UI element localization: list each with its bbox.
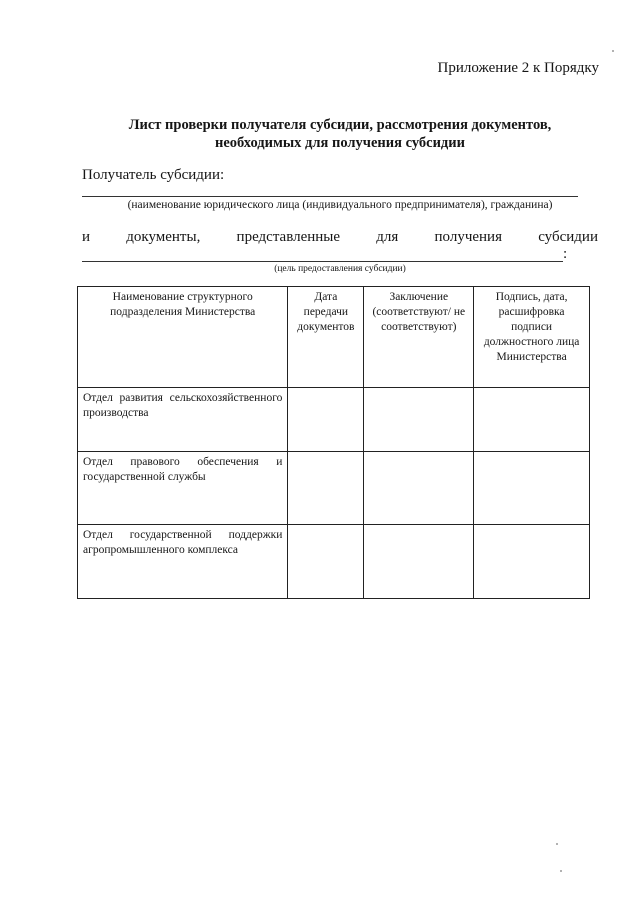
title-line-2: необходимых для получения субсидии	[215, 135, 465, 151]
table-row	[78, 452, 590, 525]
documents-word: для	[376, 229, 399, 245]
documents-word: представленные	[236, 229, 341, 245]
date-cell	[288, 525, 364, 599]
appendix-reference: Приложение 2 к Порядку	[437, 60, 599, 76]
documents-line	[82, 229, 598, 246]
department-name-cell: Отдел правового обеспечения и государственной службы	[78, 452, 288, 525]
recipient-label: Получатель субсидии:	[82, 167, 225, 183]
purpose-colon: :	[563, 246, 568, 262]
table-header-row	[78, 287, 590, 388]
conclusion-cell	[364, 452, 474, 525]
scan-speck	[560, 870, 562, 872]
date-cell	[288, 388, 364, 452]
documents-word: и	[82, 229, 91, 245]
title-line-1: Лист проверки получателя субсидии, рассмотрения документов,	[128, 117, 552, 133]
department-name-cell: Отдел развития сельскохозяйственного производства	[78, 388, 288, 452]
conclusion-cell	[364, 388, 474, 452]
date-cell	[288, 452, 364, 525]
signature-cell	[474, 525, 590, 599]
documents-word: документы,	[126, 229, 201, 245]
scan-speck	[612, 50, 614, 52]
purpose-fill-line	[82, 261, 563, 262]
recipient-fill-line	[82, 196, 578, 197]
documents-word: субсидии	[538, 229, 598, 245]
check-table	[77, 286, 590, 599]
documents-word: получения	[434, 229, 502, 245]
purpose-caption: (цель предоставления субсидии)	[274, 264, 406, 274]
column-header-department: Наименование структурного подразделения Министерства	[78, 287, 288, 388]
table-row	[78, 525, 590, 599]
column-header-date: Дата передачи документов	[288, 287, 364, 388]
recipient-caption: (наименование юридического лица (индивидуального предпринимателя), гражданина)	[127, 199, 553, 211]
department-name-cell: Отдел государственной поддержки агропромышленного комплекса	[78, 525, 288, 599]
signature-cell	[474, 388, 590, 452]
document-title	[40, 116, 639, 152]
conclusion-cell	[364, 525, 474, 599]
table-row	[78, 388, 590, 452]
column-header-conclusion: Заключение (соответствуют/ не соответствуют)	[364, 287, 474, 388]
scan-speck	[556, 843, 558, 845]
column-header-signature: Подпись, дата, расшифровка подписи должностного лица Министерства	[474, 287, 590, 388]
signature-cell	[474, 452, 590, 525]
